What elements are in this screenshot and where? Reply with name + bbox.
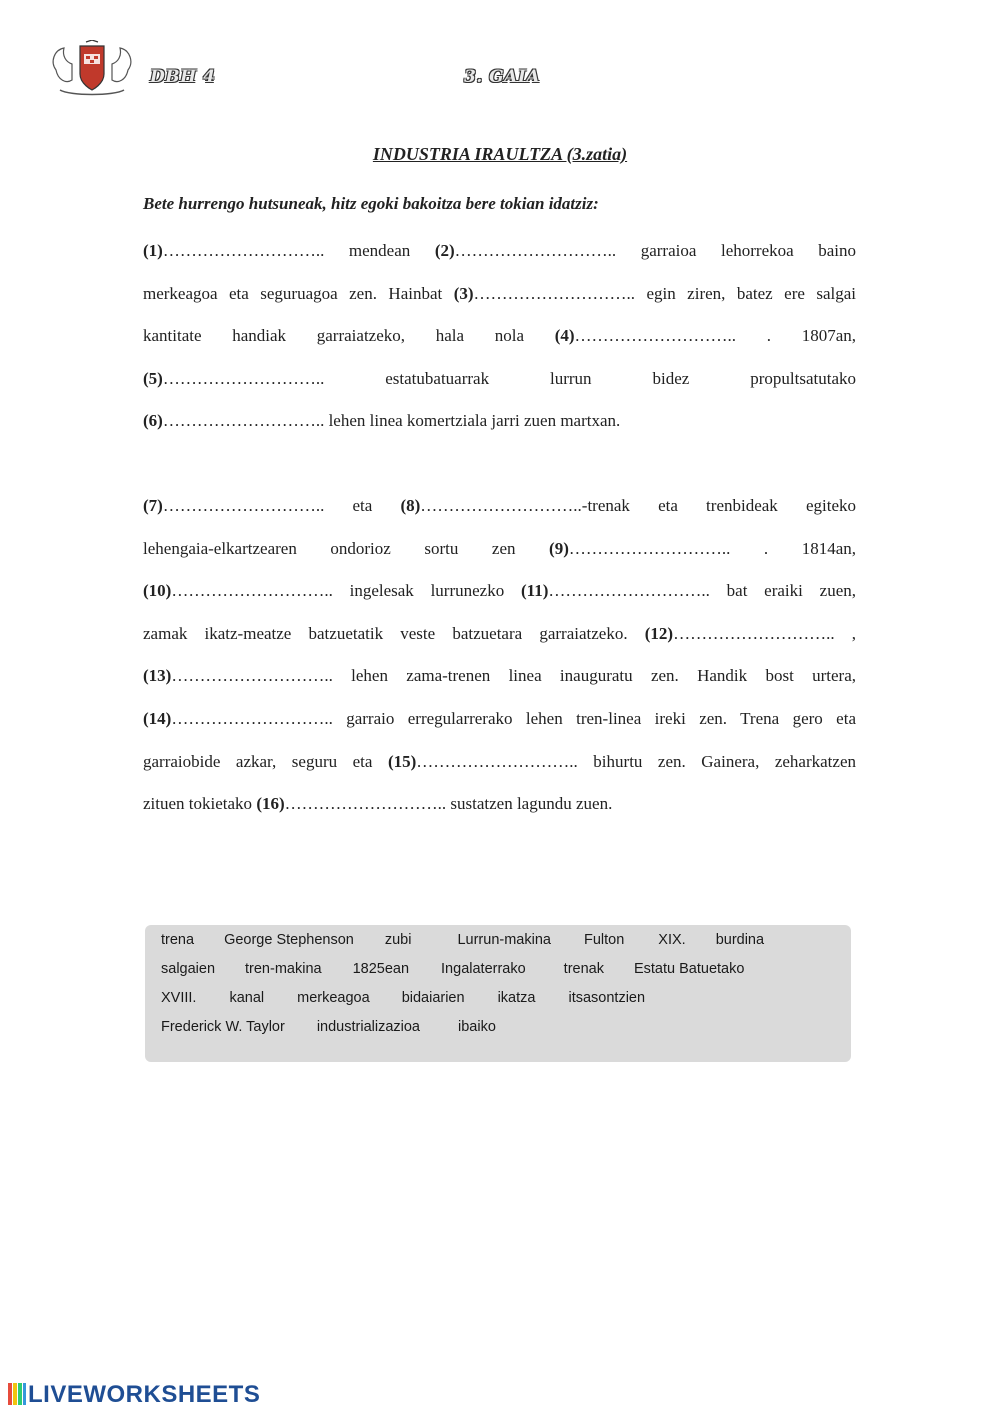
paragraph-line — [143, 400, 856, 443]
paragraph-text: bihurtu zen. Gainera, zeharkatzen — [577, 751, 856, 771]
paragraph-text: zamak ikatz-meatze batzuetatik veste batzuetara garraiatzeko. — [143, 623, 645, 643]
word-bank-item[interactable]: zubi — [384, 932, 412, 948]
liveworksheets-logo-icon — [8, 1383, 26, 1405]
blank-number: (5) — [143, 368, 163, 388]
answer-blank[interactable]: ……………………….. — [171, 581, 333, 601]
word-bank-item[interactable]: Fulton — [583, 932, 625, 948]
word-bank-item[interactable]: kanal — [229, 990, 265, 1006]
paragraph-line — [143, 783, 856, 826]
paragraph-line — [143, 613, 856, 656]
blank-number: (4) — [554, 326, 575, 346]
paragraph-line — [143, 315, 856, 358]
blank-number: (8) — [400, 496, 421, 515]
word-bank-item[interactable]: burdina — [715, 932, 765, 948]
paragraph-text: -trenak eta trenbideak egiteko — [581, 496, 856, 515]
answer-blank[interactable]: ……………………….. — [171, 708, 333, 728]
paragraph-2 — [143, 485, 856, 826]
paragraph-line — [143, 741, 856, 784]
blank-number: (16) — [256, 794, 285, 814]
paragraph-text: lehen zama-trenen linea inauguratu zen. Handik bost urtera, — [332, 666, 856, 686]
paragraph-text: garraioa lehorrekoa baino — [616, 241, 856, 260]
instruction-text: Bete hurrengo hutsuneak, hitz egoki bakoitza bere tokian idatziz: — [143, 194, 599, 213]
paragraph-line — [143, 655, 856, 698]
answer-blank[interactable]: ……………………….. — [473, 283, 636, 303]
blank-number: (13) — [143, 666, 172, 686]
paragraph-text: lehengaia-elkartzearen ondorioz sortu zen — [143, 538, 550, 558]
answer-blank[interactable]: ……………………….. — [171, 666, 333, 686]
paragraph-line — [143, 698, 856, 741]
word-bank-item[interactable]: XIX. — [658, 932, 686, 948]
paragraph-text: bat eraiki zuen, — [709, 581, 856, 601]
word-bank-row — [161, 961, 744, 977]
unit-label: 3. GAIA — [464, 67, 541, 87]
blank-number: (9) — [549, 538, 569, 558]
blank-number: (10) — [143, 581, 172, 601]
paragraph-text: kantitate handiak garraiatzeko, hala nola — [143, 326, 555, 346]
word-bank-item[interactable]: XVIII. — [161, 990, 197, 1006]
blank-number: (6) — [143, 411, 163, 431]
word-bank-row — [161, 932, 764, 948]
answer-blank[interactable]: ……………………….. — [284, 794, 447, 814]
word-bank-row — [161, 990, 645, 1006]
blank-number: (2) — [434, 241, 455, 260]
word-bank-item[interactable]: trena — [161, 932, 195, 948]
answer-blank[interactable]: ……………………….. — [416, 751, 578, 771]
word-bank-item[interactable]: itsasontzien — [568, 990, 646, 1006]
word-bank-item[interactable]: Lurrun-makina — [457, 932, 551, 948]
paragraph-line — [143, 273, 856, 316]
word-bank-item[interactable]: George Stephenson — [224, 932, 354, 948]
paragraph-text: eta — [324, 496, 401, 515]
answer-blank[interactable]: ……………………….. — [420, 496, 582, 515]
paragraph-text: lehen linea komertziala jarri zuen martxan. — [324, 411, 621, 431]
brand-text: LIVEWORKSHEETS — [28, 1381, 261, 1408]
school-crest-logo — [46, 40, 138, 102]
word-bank — [145, 925, 851, 1062]
paragraph-text: . 1814an, — [730, 538, 856, 558]
word-bank-item[interactable]: industrializazioa — [316, 1019, 420, 1035]
blank-number: (15) — [387, 751, 417, 771]
word-bank-item[interactable]: tren-makina — [245, 961, 322, 977]
page-title: INDUSTRIA IRAULTZA (3.zatia) — [372, 144, 628, 164]
blank-number: (12) — [644, 623, 674, 643]
paragraph-text: sustatzen lagundu zuen. — [446, 794, 613, 814]
paragraph-text: , — [834, 623, 856, 643]
word-bank-item[interactable]: ibaiko — [458, 1019, 496, 1035]
paragraph-line — [143, 528, 856, 571]
paragraph-text: garraiobide azkar, seguru eta — [143, 751, 388, 771]
word-bank-item[interactable]: Estatu Batuetako — [633, 961, 745, 977]
answer-blank[interactable]: ……………………….. — [162, 241, 325, 260]
course-label: DBH 4 — [150, 67, 216, 87]
answer-blank[interactable]: ……………………….. — [574, 326, 737, 346]
paragraph-line — [143, 570, 856, 613]
word-bank-item[interactable]: merkeagoa — [297, 990, 370, 1006]
answer-blank[interactable]: ……………………….. — [673, 623, 835, 643]
blank-number: (11) — [520, 581, 549, 601]
answer-blank[interactable]: ……………………….. — [162, 496, 325, 515]
paragraph-text: zituen tokietako — [143, 794, 257, 814]
paragraph-text: estatubatuarrak lurrun bidez propultsatutako — [324, 368, 856, 388]
word-bank-item[interactable]: bidaiarien — [401, 990, 465, 1006]
word-bank-item[interactable]: trenak — [563, 961, 604, 977]
paragraph-text: merkeagoa eta seguruagoa zen. Hainbat — [143, 283, 454, 303]
paragraph-1 — [143, 230, 856, 443]
paragraph-text: egin ziren, batez ere salgai — [635, 283, 856, 303]
answer-blank[interactable]: ……………………….. — [162, 411, 325, 431]
blank-number: (1) — [143, 241, 163, 260]
paragraph-text: . 1807an, — [736, 326, 857, 346]
paragraph-line — [143, 358, 856, 401]
blank-number: (14) — [143, 708, 172, 728]
word-bank-item[interactable]: Ingalaterrako — [441, 961, 526, 977]
word-bank-item[interactable]: salgaien — [161, 961, 216, 977]
blank-number: (7) — [143, 496, 163, 515]
paragraph-text: ingelesak lurrunezko — [332, 581, 521, 601]
word-bank-item[interactable]: Frederick W. Taylor — [161, 1019, 285, 1035]
paragraph-line — [143, 485, 856, 528]
answer-blank[interactable]: ……………………….. — [454, 241, 617, 260]
paragraph-text: mendean — [324, 241, 435, 260]
paragraph-text: garraio erregularrerako lehen tren-linea ireki zen. Trena gero eta — [332, 708, 856, 728]
answer-blank[interactable]: ……………………….. — [548, 581, 710, 601]
word-bank-row — [161, 1019, 496, 1035]
answer-blank[interactable]: ……………………….. — [568, 538, 731, 558]
word-bank-item[interactable]: ikatza — [497, 990, 536, 1006]
answer-blank[interactable]: ……………………….. — [162, 368, 325, 388]
paragraph-line — [143, 230, 856, 273]
liveworksheets-brand — [8, 1381, 260, 1409]
blank-number: (3) — [453, 283, 474, 303]
word-bank-item[interactable]: 1825ean — [352, 961, 410, 977]
